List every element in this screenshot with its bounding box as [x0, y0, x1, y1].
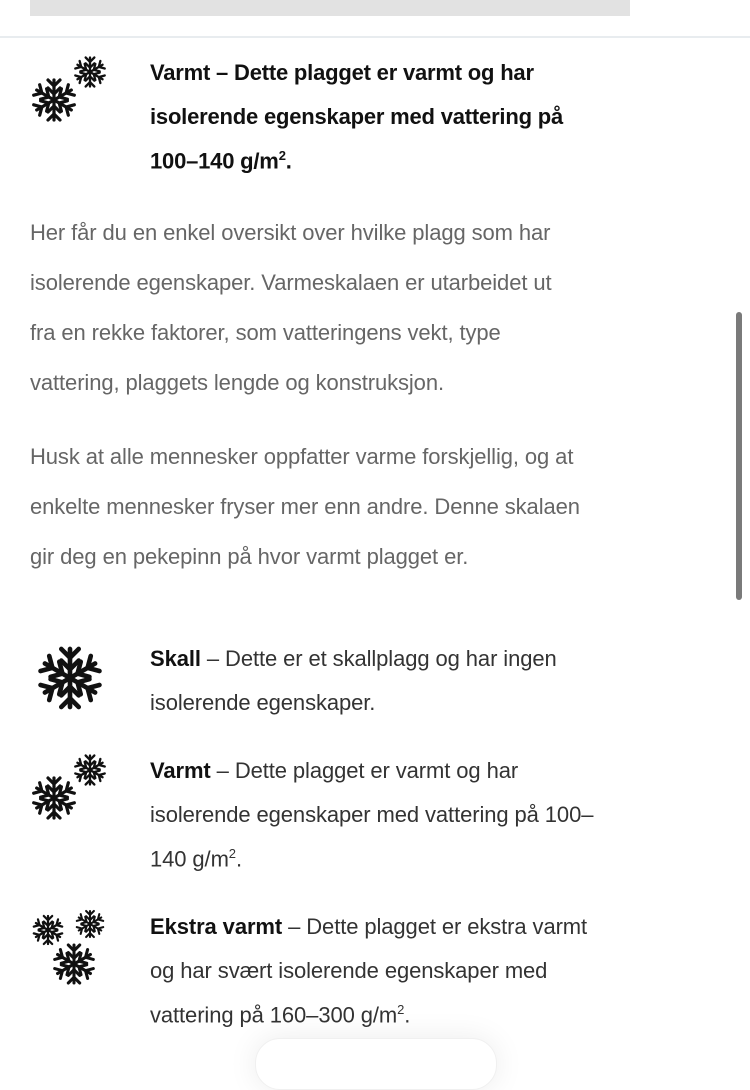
header-line: Varmt – Dette plagget er varmt og har	[150, 60, 534, 85]
intro-text: gir deg en pekepinn på hvor varmt plagget er.	[30, 544, 469, 569]
scale-item-skall: Skall – Dette er et skallplagg og har ingen	[150, 646, 557, 671]
snowflake-two-icon	[28, 750, 112, 830]
intro-text: Husk at alle mennesker oppfatter varme forskjellig, og at	[30, 444, 574, 469]
snowflake-one-icon	[36, 644, 106, 714]
header-line: isolerende egenskaper med vattering på	[150, 104, 563, 129]
snowflake-three-icon	[28, 906, 112, 990]
intro-text: Her får du en enkel oversikt over hvilke plagg som har	[30, 220, 551, 245]
intro-text: fra en rekke faktorer, som vatteringens vekt, type	[30, 320, 501, 345]
scale-item-text: isolerende egenskaper med vattering på 100–	[150, 802, 594, 827]
scrollbar[interactable]	[736, 312, 742, 600]
snowflake-two-icon	[28, 52, 112, 132]
scale-item-text: og har svært isolerende egenskaper med	[150, 958, 548, 983]
scale-item-text: vattering på 160–300 $g/m^2$.	[150, 1002, 411, 1028]
intro-text: isolerende egenskaper. Varmeskalaen er utarbeidet ut	[30, 270, 552, 295]
image-placeholder	[30, 0, 630, 16]
intro-text: vattering, plaggets lengde og konstruksjon.	[30, 370, 444, 395]
scale-item-varmt: Varmt – Dette plagget er varmt og har	[150, 758, 519, 783]
header-line: 100–140 $g/m^2$.	[150, 148, 292, 174]
intro-text: enkelte mennesker fryser mer enn andre. Denne skalaen	[30, 494, 580, 519]
floating-button[interactable]	[255, 1038, 497, 1090]
scale-item-text: 140 $g/m^2$.	[150, 846, 242, 872]
divider	[0, 36, 750, 38]
scale-item-text: isolerende egenskaper.	[150, 690, 376, 715]
scale-item-ekstra-varmt: Ekstra varmt – Dette plagget er ekstra varmt	[150, 914, 588, 939]
